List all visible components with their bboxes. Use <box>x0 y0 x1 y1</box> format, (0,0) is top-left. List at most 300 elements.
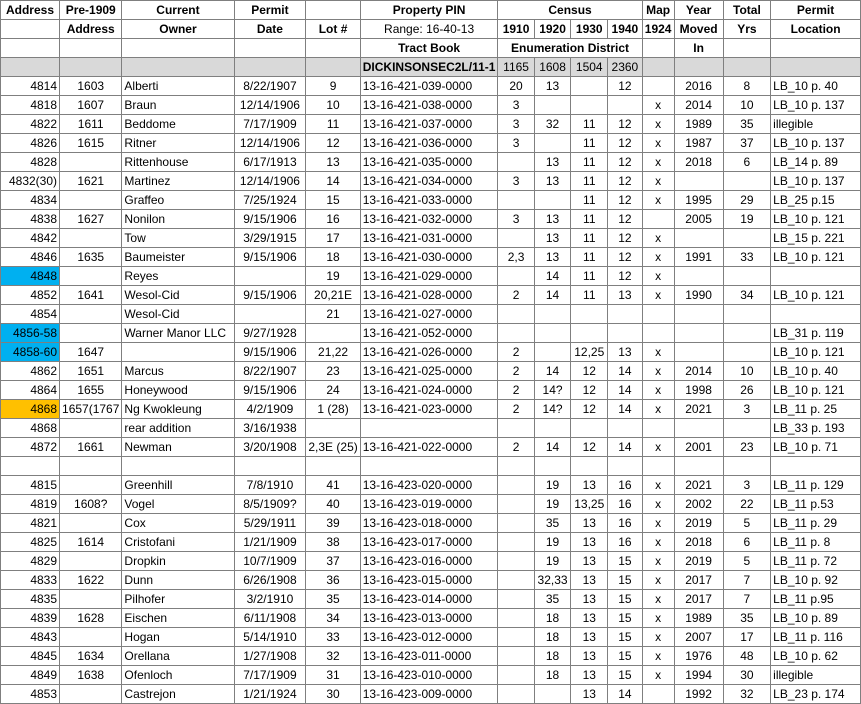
cell-lot[interactable]: 15 <box>306 191 360 210</box>
cell-c1930[interactable]: 11 <box>571 229 608 248</box>
cell-map1924[interactable]: x <box>642 381 674 400</box>
cell-permit-location[interactable]: LB_10 p. 40 <box>771 77 861 96</box>
cell-map1924[interactable]: x <box>642 134 674 153</box>
cell-c1910[interactable] <box>498 666 534 685</box>
cell-owner[interactable]: Nonilon <box>122 210 234 229</box>
cell-c1910[interactable]: 2 <box>498 381 534 400</box>
cell-c1910[interactable]: 3 <box>498 210 534 229</box>
cell-year-moved[interactable]: 1989 <box>674 609 723 628</box>
cell-c1910[interactable] <box>498 628 534 647</box>
cell-year-moved[interactable]: 1991 <box>674 248 723 267</box>
cell-permit-date[interactable]: 12/14/1906 <box>234 96 306 115</box>
cell-c1910[interactable]: 2 <box>498 362 534 381</box>
cell-owner[interactable]: Graffeo <box>122 191 234 210</box>
cell-pre1909[interactable] <box>60 457 122 476</box>
cell-c1920[interactable]: 19 <box>534 495 571 514</box>
cell-total-yrs[interactable]: 10 <box>723 96 771 115</box>
cell-year-moved[interactable]: 2021 <box>674 400 723 419</box>
cell-pin[interactable]: 13-16-423-017-0000 <box>360 533 498 552</box>
cell-pre1909[interactable] <box>60 476 122 495</box>
cell-owner[interactable]: Orellana <box>122 647 234 666</box>
cell-c1930[interactable]: 12 <box>571 400 608 419</box>
cell-pre1909[interactable] <box>60 628 122 647</box>
cell-year-moved[interactable] <box>674 305 723 324</box>
header3-blank[interactable] <box>1 39 60 58</box>
cell-pre1909[interactable]: 1657(1767 <box>60 400 122 419</box>
cell-c1930[interactable]: 13 <box>571 476 608 495</box>
cell-c1940[interactable]: 16 <box>608 476 643 495</box>
cell-c1940[interactable]: 16 <box>608 495 643 514</box>
cell-pre1909[interactable] <box>60 552 122 571</box>
cell-c1940[interactable]: 14 <box>608 400 643 419</box>
cell-permit-date[interactable]: 9/15/1906 <box>234 381 306 400</box>
cell-c1930[interactable]: 13 <box>571 666 608 685</box>
cell-year-moved[interactable]: 1976 <box>674 647 723 666</box>
cell-pin[interactable]: 13-16-423-015-0000 <box>360 571 498 590</box>
cell-c1930[interactable] <box>571 324 608 343</box>
cell-map1924[interactable] <box>642 419 674 438</box>
cell-c1920[interactable]: 13 <box>534 172 571 191</box>
header-date[interactable]: Date <box>234 20 306 39</box>
cell-year-moved[interactable]: 2018 <box>674 533 723 552</box>
cell-lot[interactable]: 18 <box>306 248 360 267</box>
cell-year-moved[interactable]: 1987 <box>674 134 723 153</box>
district-1910[interactable]: 1165 <box>498 58 534 77</box>
cell-total-yrs[interactable] <box>723 324 771 343</box>
cell-pre1909[interactable] <box>60 267 122 286</box>
cell-c1930[interactable]: 12 <box>571 362 608 381</box>
cell-permit-location[interactable] <box>771 457 861 476</box>
cell-c1920[interactable]: 14? <box>534 381 571 400</box>
cell-pin[interactable]: 13-16-421-034-0000 <box>360 172 498 191</box>
cell-pre1909[interactable]: 1638 <box>60 666 122 685</box>
band-blank[interactable] <box>771 58 861 77</box>
cell-pin[interactable]: 13-16-421-037-0000 <box>360 115 498 134</box>
cell-map1924[interactable]: x <box>642 571 674 590</box>
cell-c1940[interactable] <box>608 305 643 324</box>
cell-c1930[interactable] <box>571 419 608 438</box>
cell-owner[interactable]: Newman <box>122 438 234 457</box>
cell-c1920[interactable]: 18 <box>534 666 571 685</box>
cell-c1940[interactable]: 12 <box>608 210 643 229</box>
cell-pre1909[interactable]: 1641 <box>60 286 122 305</box>
cell-c1930[interactable]: 11 <box>571 286 608 305</box>
cell-owner[interactable]: Cristofani <box>122 533 234 552</box>
cell-pin[interactable]: 13-16-423-010-0000 <box>360 666 498 685</box>
cell-address[interactable]: 4832(30) <box>1 172 60 191</box>
cell-lot[interactable]: 17 <box>306 229 360 248</box>
cell-c1910[interactable] <box>498 552 534 571</box>
cell-owner[interactable]: Hogan <box>122 628 234 647</box>
cell-lot[interactable]: 33 <box>306 628 360 647</box>
cell-address[interactable]: 4858-60 <box>1 343 60 362</box>
cell-permit-date[interactable]: 1/27/1908 <box>234 647 306 666</box>
cell-year-moved[interactable] <box>674 229 723 248</box>
cell-map1924[interactable]: x <box>642 191 674 210</box>
cell-pin[interactable]: 13-16-421-023-0000 <box>360 400 498 419</box>
cell-lot[interactable] <box>306 419 360 438</box>
cell-address[interactable]: 4828 <box>1 153 60 172</box>
cell-c1920[interactable]: 18 <box>534 647 571 666</box>
cell-total-yrs[interactable]: 29 <box>723 191 771 210</box>
cell-total-yrs[interactable]: 10 <box>723 362 771 381</box>
cell-c1940[interactable]: 15 <box>608 571 643 590</box>
cell-lot[interactable]: 30 <box>306 685 360 704</box>
cell-map1924[interactable]: x <box>642 229 674 248</box>
cell-c1940[interactable]: 12 <box>608 115 643 134</box>
header-moved[interactable]: Moved <box>674 20 723 39</box>
cell-c1920[interactable]: 13 <box>534 77 571 96</box>
cell-owner[interactable]: Pilhofer <box>122 590 234 609</box>
cell-c1920[interactable]: 19 <box>534 552 571 571</box>
cell-c1920[interactable]: 32,33 <box>534 571 571 590</box>
cell-map1924[interactable]: x <box>642 438 674 457</box>
cell-pin[interactable]: 13-16-423-014-0000 <box>360 590 498 609</box>
cell-address[interactable]: 4846 <box>1 248 60 267</box>
header-census[interactable]: Census <box>498 1 642 20</box>
cell-pre1909[interactable] <box>60 514 122 533</box>
cell-c1920[interactable] <box>534 419 571 438</box>
cell-map1924[interactable]: x <box>642 609 674 628</box>
cell-map1924[interactable]: x <box>642 514 674 533</box>
cell-c1930[interactable]: 12 <box>571 438 608 457</box>
cell-c1930[interactable]: 11 <box>571 115 608 134</box>
cell-pin[interactable]: 13-16-423-019-0000 <box>360 495 498 514</box>
cell-owner[interactable]: Beddome <box>122 115 234 134</box>
cell-lot[interactable]: 35 <box>306 590 360 609</box>
cell-total-yrs[interactable] <box>723 343 771 362</box>
cell-pre1909[interactable] <box>60 685 122 704</box>
cell-address[interactable]: 4842 <box>1 229 60 248</box>
district-1930[interactable]: 1504 <box>571 58 608 77</box>
cell-year-moved[interactable] <box>674 267 723 286</box>
cell-c1920[interactable]: 18 <box>534 628 571 647</box>
cell-lot[interactable]: 41 <box>306 476 360 495</box>
cell-lot[interactable]: 31 <box>306 666 360 685</box>
cell-map1924[interactable]: x <box>642 286 674 305</box>
cell-permit-date[interactable]: 1/21/1909 <box>234 533 306 552</box>
cell-c1940[interactable]: 15 <box>608 647 643 666</box>
cell-permit-date[interactable]: 10/7/1909 <box>234 552 306 571</box>
cell-permit-location[interactable]: illegible <box>771 666 861 685</box>
cell-total-yrs[interactable]: 35 <box>723 115 771 134</box>
cell-total-yrs[interactable]: 22 <box>723 495 771 514</box>
header-total[interactable]: Total <box>723 1 771 20</box>
cell-year-moved[interactable]: 1992 <box>674 685 723 704</box>
cell-c1910[interactable] <box>498 590 534 609</box>
cell-permit-date[interactable] <box>234 457 306 476</box>
cell-permit-location[interactable]: LB_11 p. 29 <box>771 514 861 533</box>
cell-owner[interactable]: Reyes <box>122 267 234 286</box>
cell-map1924[interactable] <box>642 685 674 704</box>
cell-c1940[interactable]: 14 <box>608 685 643 704</box>
cell-total-yrs[interactable]: 5 <box>723 514 771 533</box>
cell-total-yrs[interactable]: 8 <box>723 77 771 96</box>
cell-c1910[interactable] <box>498 571 534 590</box>
cell-total-yrs[interactable]: 26 <box>723 381 771 400</box>
cell-permit-date[interactable]: 5/29/1911 <box>234 514 306 533</box>
cell-total-yrs[interactable]: 48 <box>723 647 771 666</box>
cell-c1910[interactable] <box>498 305 534 324</box>
cell-c1920[interactable] <box>534 343 571 362</box>
cell-total-yrs[interactable]: 19 <box>723 210 771 229</box>
cell-address[interactable]: 4849 <box>1 666 60 685</box>
cell-permit-date[interactable]: 7/17/1909 <box>234 666 306 685</box>
cell-map1924[interactable] <box>642 324 674 343</box>
cell-c1920[interactable]: 13 <box>534 248 571 267</box>
cell-c1940[interactable] <box>608 419 643 438</box>
cell-owner[interactable]: Ng Kwokleung <box>122 400 234 419</box>
cell-c1910[interactable] <box>498 457 534 476</box>
cell-pre1909[interactable]: 1661 <box>60 438 122 457</box>
cell-address[interactable]: 4843 <box>1 628 60 647</box>
cell-c1940[interactable]: 12 <box>608 172 643 191</box>
cell-lot[interactable]: 20,21E <box>306 286 360 305</box>
cell-permit-date[interactable] <box>234 305 306 324</box>
cell-c1930[interactable]: 11 <box>571 172 608 191</box>
header2-blank[interactable] <box>1 20 60 39</box>
cell-c1930[interactable]: 13 <box>571 552 608 571</box>
cell-owner[interactable]: Braun <box>122 96 234 115</box>
cell-c1910[interactable]: 2 <box>498 343 534 362</box>
cell-pre1909[interactable] <box>60 305 122 324</box>
cell-owner[interactable]: Tow <box>122 229 234 248</box>
header-1924[interactable]: 1924 <box>642 20 674 39</box>
cell-c1920[interactable]: 14 <box>534 267 571 286</box>
cell-c1940[interactable] <box>608 457 643 476</box>
cell-address[interactable]: 4822 <box>1 115 60 134</box>
cell-total-yrs[interactable]: 34 <box>723 286 771 305</box>
cell-pin[interactable]: 13-16-423-011-0000 <box>360 647 498 666</box>
cell-total-yrs[interactable]: 3 <box>723 400 771 419</box>
header-map[interactable]: Map <box>642 1 674 20</box>
cell-year-moved[interactable] <box>674 457 723 476</box>
cell-year-moved[interactable]: 2002 <box>674 495 723 514</box>
cell-pre1909[interactable]: 1651 <box>60 362 122 381</box>
cell-c1940[interactable]: 15 <box>608 628 643 647</box>
cell-lot[interactable]: 9 <box>306 77 360 96</box>
cell-lot[interactable] <box>306 457 360 476</box>
header-permit[interactable]: Permit <box>234 1 306 20</box>
cell-owner[interactable]: Wesol-Cid <box>122 286 234 305</box>
cell-lot[interactable]: 12 <box>306 134 360 153</box>
cell-pin[interactable]: 13-16-421-026-0000 <box>360 343 498 362</box>
cell-c1920[interactable]: 14? <box>534 400 571 419</box>
cell-c1930[interactable]: 13 <box>571 571 608 590</box>
cell-c1920[interactable]: 14 <box>534 438 571 457</box>
cell-address[interactable]: 4854 <box>1 305 60 324</box>
cell-c1930[interactable]: 13 <box>571 609 608 628</box>
header-1910[interactable]: 1910 <box>498 20 534 39</box>
header-tract-book[interactable]: Tract Book <box>360 39 498 58</box>
cell-c1920[interactable]: 13 <box>534 153 571 172</box>
cell-pin[interactable]: 13-16-423-009-0000 <box>360 685 498 704</box>
header-address-2[interactable]: Address <box>60 20 122 39</box>
header-range[interactable]: Range: 16-40-13 <box>360 20 498 39</box>
band-blank[interactable] <box>234 58 306 77</box>
cell-permit-location[interactable]: LB_10 p. 137 <box>771 172 861 191</box>
cell-owner[interactable]: Ofenloch <box>122 666 234 685</box>
cell-c1910[interactable]: 2,3 <box>498 248 534 267</box>
band-blank[interactable] <box>642 58 674 77</box>
band-blank[interactable] <box>122 58 234 77</box>
cell-pin[interactable]: 13-16-423-016-0000 <box>360 552 498 571</box>
cell-lot[interactable]: 19 <box>306 267 360 286</box>
cell-permit-date[interactable]: 6/11/1908 <box>234 609 306 628</box>
cell-year-moved[interactable]: 1990 <box>674 286 723 305</box>
cell-owner[interactable] <box>122 457 234 476</box>
cell-c1940[interactable]: 12 <box>608 134 643 153</box>
cell-year-moved[interactable]: 2021 <box>674 476 723 495</box>
cell-permit-date[interactable]: 8/22/1907 <box>234 362 306 381</box>
cell-lot[interactable]: 40 <box>306 495 360 514</box>
cell-permit-location[interactable]: LB_11 p. 129 <box>771 476 861 495</box>
cell-permit-date[interactable]: 3/29/1915 <box>234 229 306 248</box>
cell-total-yrs[interactable]: 7 <box>723 571 771 590</box>
cell-total-yrs[interactable] <box>723 419 771 438</box>
cell-total-yrs[interactable]: 35 <box>723 609 771 628</box>
cell-c1910[interactable]: 2 <box>498 400 534 419</box>
band-blank[interactable] <box>306 58 360 77</box>
cell-pre1909[interactable] <box>60 153 122 172</box>
cell-pre1909[interactable]: 1621 <box>60 172 122 191</box>
cell-lot[interactable]: 10 <box>306 96 360 115</box>
cell-c1940[interactable]: 15 <box>608 552 643 571</box>
cell-permit-location[interactable]: LB_10 p. 121 <box>771 343 861 362</box>
cell-address[interactable]: 4829 <box>1 552 60 571</box>
cell-c1910[interactable]: 3 <box>498 172 534 191</box>
cell-owner[interactable]: rear addition <box>122 419 234 438</box>
cell-c1930[interactable] <box>571 77 608 96</box>
cell-lot[interactable]: 32 <box>306 647 360 666</box>
cell-owner[interactable]: Castrejon <box>122 685 234 704</box>
cell-c1930[interactable] <box>571 457 608 476</box>
cell-map1924[interactable] <box>642 305 674 324</box>
cell-year-moved[interactable] <box>674 324 723 343</box>
cell-address[interactable]: 4819 <box>1 495 60 514</box>
cell-pin[interactable]: 13-16-421-038-0000 <box>360 96 498 115</box>
cell-total-yrs[interactable]: 32 <box>723 685 771 704</box>
cell-c1930[interactable]: 13 <box>571 685 608 704</box>
cell-year-moved[interactable]: 2017 <box>674 571 723 590</box>
header-pre1909[interactable]: Pre-1909 <box>60 1 122 20</box>
cell-map1924[interactable]: x <box>642 343 674 362</box>
cell-lot[interactable]: 38 <box>306 533 360 552</box>
cell-c1920[interactable]: 19 <box>534 533 571 552</box>
cell-c1930[interactable]: 11 <box>571 191 608 210</box>
cell-permit-date[interactable]: 6/17/1913 <box>234 153 306 172</box>
cell-c1920[interactable]: 13 <box>534 210 571 229</box>
cell-c1940[interactable]: 12 <box>608 229 643 248</box>
cell-c1910[interactable] <box>498 514 534 533</box>
cell-owner[interactable]: Baumeister <box>122 248 234 267</box>
cell-address[interactable]: 4845 <box>1 647 60 666</box>
cell-year-moved[interactable]: 2018 <box>674 153 723 172</box>
cell-year-moved[interactable] <box>674 419 723 438</box>
cell-c1910[interactable]: 3 <box>498 115 534 134</box>
cell-permit-date[interactable]: 8/22/1907 <box>234 77 306 96</box>
cell-year-moved[interactable]: 1998 <box>674 381 723 400</box>
cell-c1910[interactable] <box>498 685 534 704</box>
cell-pin[interactable]: 13-16-421-028-0000 <box>360 286 498 305</box>
cell-owner[interactable]: Alberti <box>122 77 234 96</box>
cell-c1920[interactable]: 19 <box>534 476 571 495</box>
cell-pin[interactable]: 13-16-421-031-0000 <box>360 229 498 248</box>
cell-pin[interactable] <box>360 419 498 438</box>
cell-year-moved[interactable]: 2007 <box>674 628 723 647</box>
cell-lot[interactable]: 37 <box>306 552 360 571</box>
cell-lot[interactable]: 34 <box>306 609 360 628</box>
cell-total-yrs[interactable]: 37 <box>723 134 771 153</box>
cell-total-yrs[interactable] <box>723 305 771 324</box>
cell-permit-location[interactable]: LB_10 p. 137 <box>771 134 861 153</box>
cell-owner[interactable]: Marcus <box>122 362 234 381</box>
cell-c1930[interactable]: 13 <box>571 514 608 533</box>
cell-permit-location[interactable]: LB_10 p. 40 <box>771 362 861 381</box>
cell-year-moved[interactable] <box>674 343 723 362</box>
cell-c1910[interactable] <box>498 229 534 248</box>
cell-pre1909[interactable] <box>60 324 122 343</box>
cell-pin[interactable]: 13-16-421-032-0000 <box>360 210 498 229</box>
cell-map1924[interactable]: x <box>642 590 674 609</box>
cell-pin[interactable]: 13-16-421-029-0000 <box>360 267 498 286</box>
cell-pre1909[interactable]: 1603 <box>60 77 122 96</box>
cell-permit-location[interactable]: LB_10 p. 121 <box>771 286 861 305</box>
cell-lot[interactable]: 24 <box>306 381 360 400</box>
cell-address[interactable]: 4872 <box>1 438 60 457</box>
cell-map1924[interactable]: x <box>642 647 674 666</box>
cell-pre1909[interactable]: 1615 <box>60 134 122 153</box>
cell-lot[interactable]: 21 <box>306 305 360 324</box>
cell-c1920[interactable] <box>534 191 571 210</box>
cell-c1920[interactable]: 14 <box>534 362 571 381</box>
header-blank[interactable] <box>306 1 360 20</box>
cell-c1940[interactable]: 14 <box>608 438 643 457</box>
cell-c1940[interactable]: 13 <box>608 286 643 305</box>
cell-address[interactable]: 4848 <box>1 267 60 286</box>
cell-pin[interactable]: 13-16-423-018-0000 <box>360 514 498 533</box>
cell-year-moved[interactable]: 2017 <box>674 590 723 609</box>
cell-address[interactable]: 4864 <box>1 381 60 400</box>
cell-permit-location[interactable]: LB_33 p. 193 <box>771 419 861 438</box>
cell-permit-location[interactable]: LB_10 p. 121 <box>771 210 861 229</box>
cell-total-yrs[interactable]: 7 <box>723 590 771 609</box>
cell-c1940[interactable]: 15 <box>608 666 643 685</box>
cell-address[interactable]: 4835 <box>1 590 60 609</box>
band-blank[interactable] <box>60 58 122 77</box>
cell-total-yrs[interactable]: 6 <box>723 533 771 552</box>
header-yrs[interactable]: Yrs <box>723 20 771 39</box>
header-address[interactable]: Address <box>1 1 60 20</box>
cell-c1940[interactable]: 14 <box>608 381 643 400</box>
cell-pre1909[interactable]: 1627 <box>60 210 122 229</box>
cell-owner[interactable]: Honeywood <box>122 381 234 400</box>
header3-blank[interactable] <box>642 39 674 58</box>
cell-pre1909[interactable]: 1611 <box>60 115 122 134</box>
cell-pre1909[interactable]: 1608? <box>60 495 122 514</box>
cell-lot[interactable]: 2,3E (25) <box>306 438 360 457</box>
cell-c1930[interactable]: 11 <box>571 267 608 286</box>
cell-permit-location[interactable]: LB_14 p. 89 <box>771 153 861 172</box>
cell-map1924[interactable]: x <box>642 362 674 381</box>
cell-c1920[interactable] <box>534 134 571 153</box>
cell-permit-location[interactable]: LB_10 p. 62 <box>771 647 861 666</box>
cell-permit-date[interactable]: 6/26/1908 <box>234 571 306 590</box>
cell-c1920[interactable]: 35 <box>534 590 571 609</box>
cell-year-moved[interactable]: 1995 <box>674 191 723 210</box>
cell-c1910[interactable] <box>498 533 534 552</box>
cell-address[interactable]: 4818 <box>1 96 60 115</box>
